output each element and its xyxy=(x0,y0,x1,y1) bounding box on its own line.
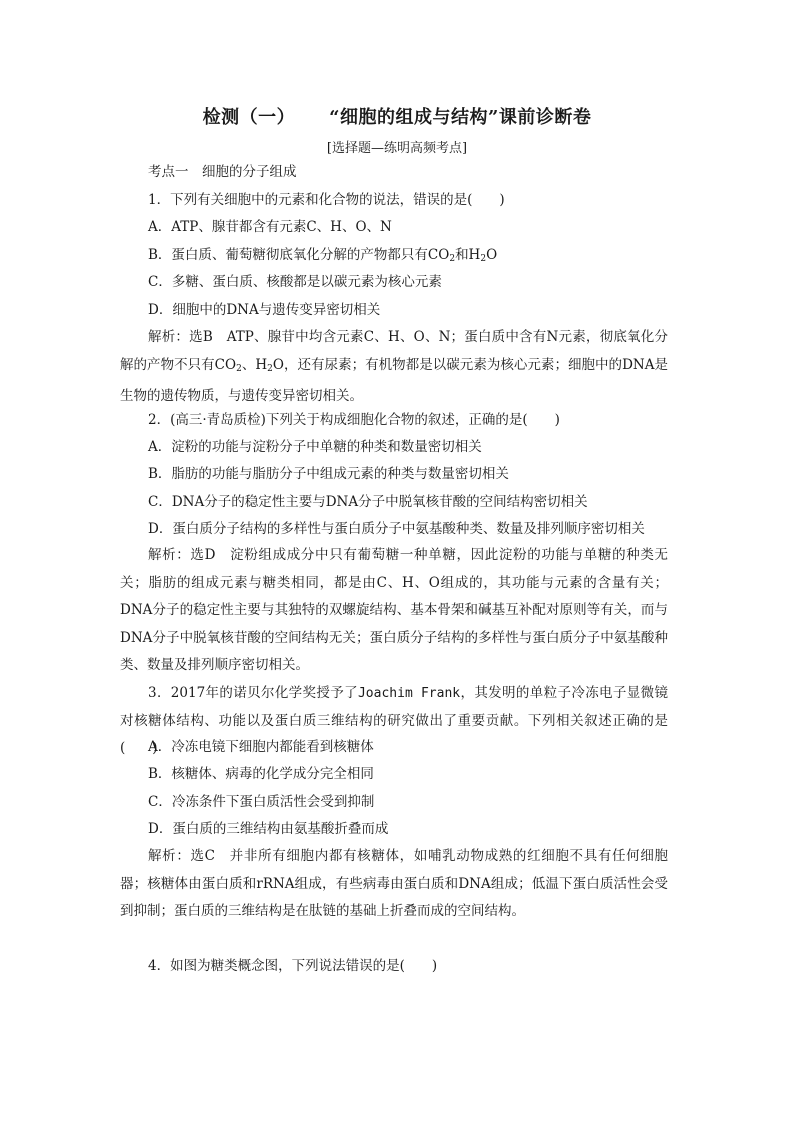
q1-analysis xyxy=(120,324,668,411)
q1-analysis-end: O，还有尿素；有机物都是以碳元素为核心元素；细胞中的DNA是生物的遗传物质，与遗传变异密切相关。 xyxy=(120,356,668,404)
q3-option-d: D．蛋白质的三维结构由氨基酸折叠而成 xyxy=(148,821,389,837)
page-title xyxy=(0,103,794,129)
q2-option-c: C．DNA分子的稳定性主要与DNA分子中脱氧核苷酸的空间结构密切相关 xyxy=(148,494,588,510)
q2-stem: 2．(高三·青岛质检)下列关于构成细胞化合物的叙述，正确的是( ) xyxy=(148,412,560,428)
section-heading: 考点一 细胞的分子组成 xyxy=(148,164,297,180)
q1-option-c: C．多糖、蛋白质、核酸都是以碳元素为核心元素 xyxy=(148,274,442,290)
q2-option-d: D．蛋白质分子结构的多样性与蛋白质分子中氨基酸种类、数量及排列顺序密切相关 xyxy=(148,521,645,537)
q1-option-b-end: O xyxy=(486,247,498,263)
q3-option-c: C．冷冻条件下蛋白质活性会受到抑制 xyxy=(148,794,375,810)
q3-option-b: B．核糖体、病毒的化学成分完全相同 xyxy=(148,766,374,782)
q1-analysis-sub2: 2 xyxy=(267,363,273,374)
q1-option-b-text: B．蛋白质、葡萄糖彻底氧化分解的产物都只有CO xyxy=(148,247,450,263)
q1-option-d: D．细胞中的DNA与遗传变异密切相关 xyxy=(148,302,381,318)
page-subtitle: [选择题—练明高频考点] xyxy=(326,141,468,156)
q1-option-b-sub2: 2 xyxy=(480,254,487,264)
q1-option-b-sub1: 2 xyxy=(449,254,456,264)
q1-option-b xyxy=(148,245,497,269)
q1-option-a: A．ATP、腺苷都含有元素C、H、O、N xyxy=(148,219,392,235)
q2-option-b: B．脂肪的功能与脂肪分子中组成元素的种类与数量密切相关 xyxy=(148,466,509,482)
q2-option-a: A．淀粉的功能与淀粉分子中单糖的种类和数量密切相关 xyxy=(148,439,482,455)
q1-analysis-text: 解析：选B ATP、腺苷中均含元素C、H、O、N；蛋白质中含有N元素，彻底氧化分解的产物不只有CO xyxy=(120,329,668,373)
q3-analysis: 解析：选C 并非所有细胞内都有核糖体，如哺乳动物成熟的红细胞不具有任何细胞器；核糖体由蛋白质和rRNA组成，有些病毒由蛋白质和DNA组成；低温下蛋白质活性会受到抑制；蛋白质的三维结构是在肽链的基础上折叠而成的空间结构。 xyxy=(120,848,668,919)
q3-stem-end: ，其发明的单粒子冷冻电子显微镜对核糖体结构、功能以及蛋白质三维结构的研究做出了重要贡献。下列相关叙述正确的是( ) xyxy=(120,685,668,756)
q1-analysis-sub1: 2 xyxy=(236,363,242,374)
q1-option-b-mid: 和H xyxy=(455,247,481,263)
q3-stem-name: Joachim Frank xyxy=(357,686,461,701)
q1-analysis-mid: 、H xyxy=(241,356,268,373)
title-part2: “细胞的组成与结构”课前诊断卷 xyxy=(329,107,592,128)
title-part1: 检测（一） xyxy=(202,107,296,128)
q4-stem: 4．如图为糖类概念图，下列说法错误的是( ) xyxy=(148,958,438,974)
q3-stem-text: 3．2017年的诺贝尔化学奖授予了 xyxy=(148,685,358,701)
q1-stem: 1．下列有关细胞中的元素和化合物的说法，错误的是( ) xyxy=(148,192,505,208)
q3-option-a: A．冷冻电镜下细胞内都能看到核糖体 xyxy=(148,739,374,755)
q2-analysis: 解析：选D 淀粉组成成分中只有葡萄糖一种单糖，因此淀粉的功能与单糖的种类无关；脂肪的组成元素与糖类相同，都是由C、H、O组成的，其功能与元素的含量有关；DNA分子的稳定性主要与其独特的双螺旋结构、基本骨架和碱基互补配对原则等有关，而与DNA分子中脱氧核苷酸的空间结构无关；蛋白质分子结构的多样性与蛋白质分子中氨基酸种类、数量及排列顺序密切相关。 xyxy=(120,547,668,673)
